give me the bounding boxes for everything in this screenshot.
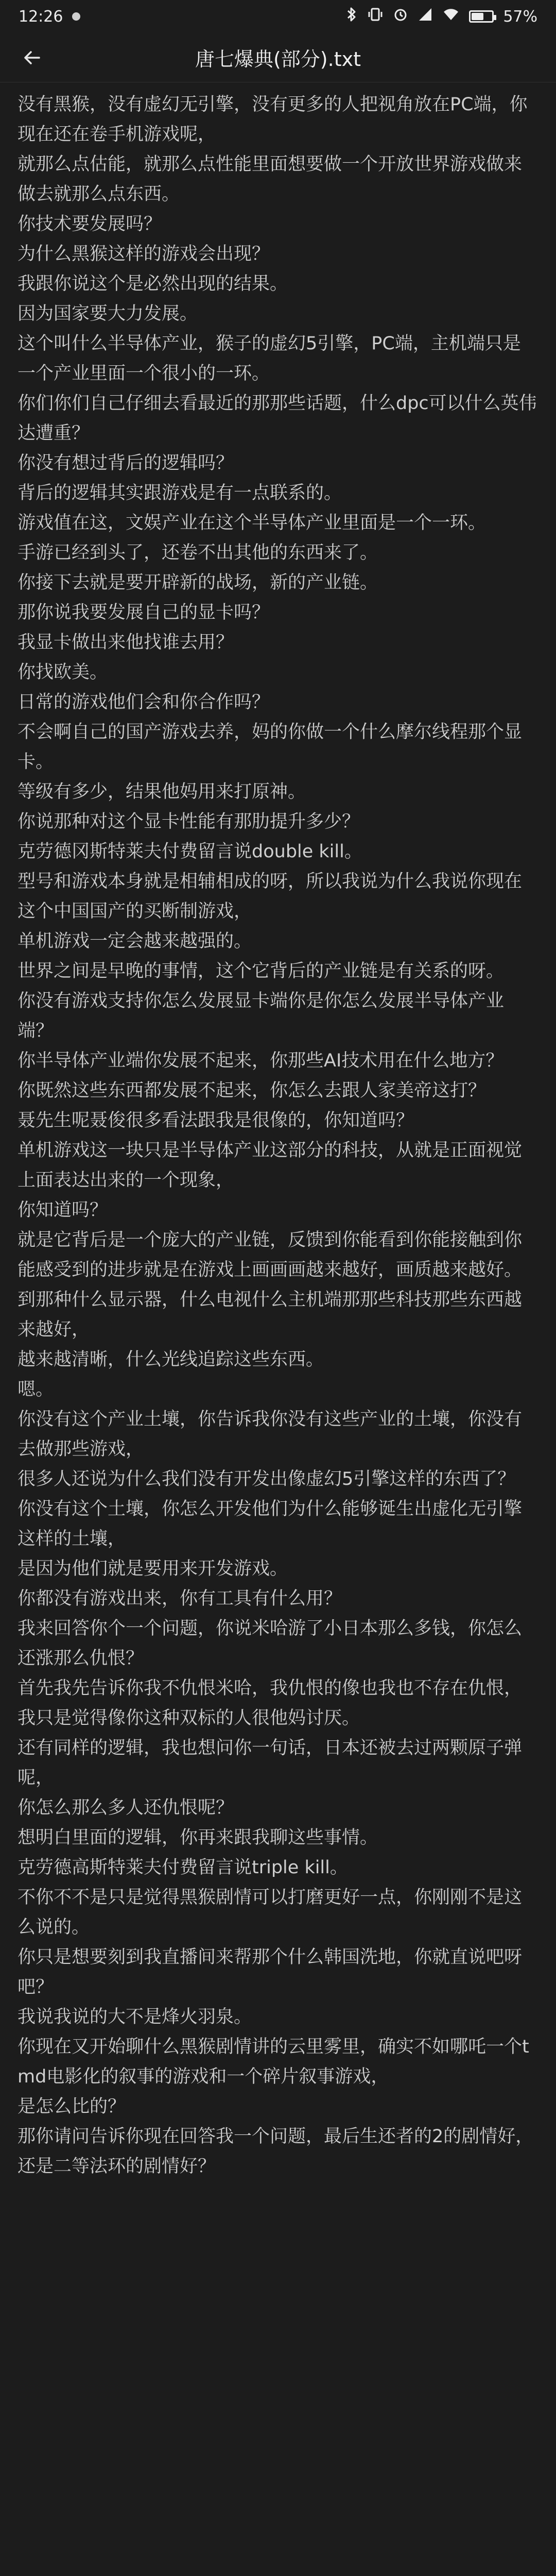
paragraph: 那你说我要发展自己的显卡吗？ — [18, 602, 270, 623]
paragraph: 我跟你说这个是必然出现的结果。 — [18, 274, 288, 294]
title-bar — [0, 33, 556, 82]
paragraph: 你没有这个产业土壤，你告诉我你没有这些产业的土壤，你没有去做那些游戏， — [18, 1409, 523, 1460]
paragraph: 还有同样的逻辑，我也想问你一句话，日本还被去过两颗原子弹呢， — [18, 1738, 523, 1788]
paragraph: 你都没有游戏出来，你有工具有什么用？ — [18, 1588, 342, 1609]
paragraph: 游戏值在这，文娱产业在这个半导体产业里面是一个一环。 — [18, 513, 486, 533]
paragraph: 你接下去就是要开辟新的战场，新的产业链。 — [18, 572, 378, 593]
signal-icon — [418, 7, 433, 26]
paragraph: 单机游戏一定会越来越强的。 — [18, 931, 252, 952]
paragraph: 嗯。 — [18, 1379, 54, 1400]
paragraph: 聂先生呢聂俊很多看法跟我是很像的，你知道吗？ — [18, 1110, 414, 1131]
vibrate-icon — [367, 7, 384, 26]
paragraph: 越来越清晰，什么光线追踪这些东西。 — [18, 1349, 324, 1370]
paragraph: 等级有多少，结果他妈用来打原神。 — [18, 782, 306, 802]
status-bar — [0, 0, 556, 33]
paragraph: 到那种什么显示器，什么电视什么主机端那那些科技那些东西越来越好， — [18, 1290, 523, 1340]
paragraph: 你知道吗？ — [18, 1200, 108, 1221]
paragraph: 世界之间是早晚的事情，这个它背后的产业链是有关系的呀。 — [18, 961, 505, 981]
paragraph: 你既然这些东西都发展不起来，你怎么去跟人家美帝这打？ — [18, 1080, 486, 1101]
paragraph: 我来回答你个一个问题，你说米哈游了小日本那么多钱，你怎么还涨那么仇恨？ — [18, 1618, 523, 1669]
paragraph: 想明白里面的逻辑，你再来跟我聊这些事情。 — [18, 1827, 378, 1848]
paragraph: 不会啊自己的国产游戏去养，妈的你做一个什么摩尔线程那个显卡。 — [18, 722, 523, 772]
paragraph: 你只是想要刻到我直播间来帮那个什么韩国洗地，你就直说吧呀吧？ — [18, 1947, 523, 1997]
paragraph: 日常的游戏他们会和你合作吗？ — [18, 692, 270, 713]
back-arrow-icon — [23, 49, 41, 66]
paragraph: 你没有想过背后的逻辑吗？ — [18, 453, 234, 473]
paragraph: 你说那种对这个显卡性能有那肋提升多少？ — [18, 811, 360, 832]
notification-dot-icon — [72, 12, 80, 21]
back-button[interactable] — [18, 43, 46, 72]
paragraph: 你们你们自己仔细去看最近的那那些话题，什么dpc可以什么英伟达遭重？ — [18, 393, 537, 444]
paragraph: 我显卡做出来他找谁去用？ — [18, 632, 234, 653]
paragraph: 背后的逻辑其实跟游戏是有一点联系的。 — [18, 483, 342, 503]
alarm-icon — [393, 7, 408, 26]
paragraph: 我说我说的大不是烽火羽泉。 — [18, 2007, 252, 2027]
wifi-icon — [442, 7, 460, 26]
paragraph: 克劳德冈斯特莱夫付费留言说double kill。 — [18, 841, 362, 862]
status-time: 12:26 — [19, 7, 63, 26]
document-content[interactable] — [0, 82, 556, 2181]
battery-percent: 57% — [503, 7, 537, 26]
paragraph: 为什么黑猴这样的游戏会出现？ — [18, 244, 270, 264]
paragraph: 是因为他们就是要用来开发游戏。 — [18, 1558, 288, 1579]
paragraph: 不你不不是只是觉得黑猴剧情可以打磨更好一点，你刚刚不是这么说的。 — [18, 1887, 523, 1938]
status-right — [345, 7, 537, 26]
paragraph: 那你请问告诉你现在回答我一个问题，最后生还者的2的剧情好，还是二等法环的剧情好？ — [18, 2126, 534, 2177]
paragraph: 克劳德高斯特莱夫付费留言说triple kill。 — [18, 1857, 348, 1878]
bluetooth-icon — [345, 7, 358, 26]
paragraph: 手游已经到头了，还卷不出其他的东西来了。 — [18, 543, 378, 563]
paragraph: 你技术要发展吗？ — [18, 214, 162, 234]
paragraph: 你没有游戏支持你怎么发展显卡端你是你怎么发展半导体产业端？ — [18, 991, 505, 1041]
paragraph: 我只是觉得像你这种双标的人很他妈讨厌。 — [18, 1708, 360, 1728]
paragraph: 就那么点估能，就那么点性能里面想要做一个开放世界游戏做来做去就那么点东西。 — [18, 154, 523, 205]
paragraph: 你找欧美。 — [18, 662, 108, 683]
paragraph: 型号和游戏本身就是相辅相成的呀，所以我说为什么我说你现在这个中国国产的买断制游戏， — [18, 871, 523, 922]
battery-icon — [469, 10, 494, 23]
paragraph: 因为国家要大力发展。 — [18, 303, 198, 324]
paragraph: 首先我先告诉你我不仇恨米哈，我仇恨的像也我也不存在仇恨， — [18, 1678, 523, 1699]
paragraph: 是怎么比的？ — [18, 2096, 126, 2117]
paragraph: 就是它背后是一个庞大的产业链，反馈到你能看到你能接触到你能感受到的进步就是在游戏上画画画越来越好，画质越来越好。 — [18, 1230, 523, 1280]
document-title: 唐七爆典(部分).txt — [195, 48, 361, 71]
paragraph: 你没有这个土壤，你怎么开发他们为什么能够诞生出虚化无引擎这样的土壤， — [18, 1499, 523, 1549]
paragraph: 你半导体产业端你发展不起来，你那些AI技术用在什么地方？ — [18, 1050, 504, 1071]
paragraph: 你现在又开始聊什么黑猴剧情讲的云里雾里，确实不如哪吒一个tmd电影化的叙事的游戏和一个碎片叙事游戏， — [18, 2037, 529, 2087]
paragraph: 这个叫什么半导体产业，猴子的虚幻5引擎，PC端，主机端只是一个产业里面一个很小的一环。 — [18, 333, 521, 384]
paragraph: 没有黑猴，没有虚幻无引擎，没有更多的人把视角放在PC端，你现在还在卷手机游戏呢， — [18, 94, 528, 145]
status-left — [19, 8, 80, 26]
paragraph: 很多人还说为什么我们没有开发出像虚幻5引擎这样的东西了？ — [18, 1469, 516, 1489]
paragraph: 你怎么那么多人还仇恨呢？ — [18, 1798, 234, 1818]
paragraph: 单机游戏这一块只是半导体产业这部分的科技，从就是正面视觉上面表达出来的一个现象， — [18, 1140, 523, 1191]
battery-fill — [472, 13, 483, 20]
